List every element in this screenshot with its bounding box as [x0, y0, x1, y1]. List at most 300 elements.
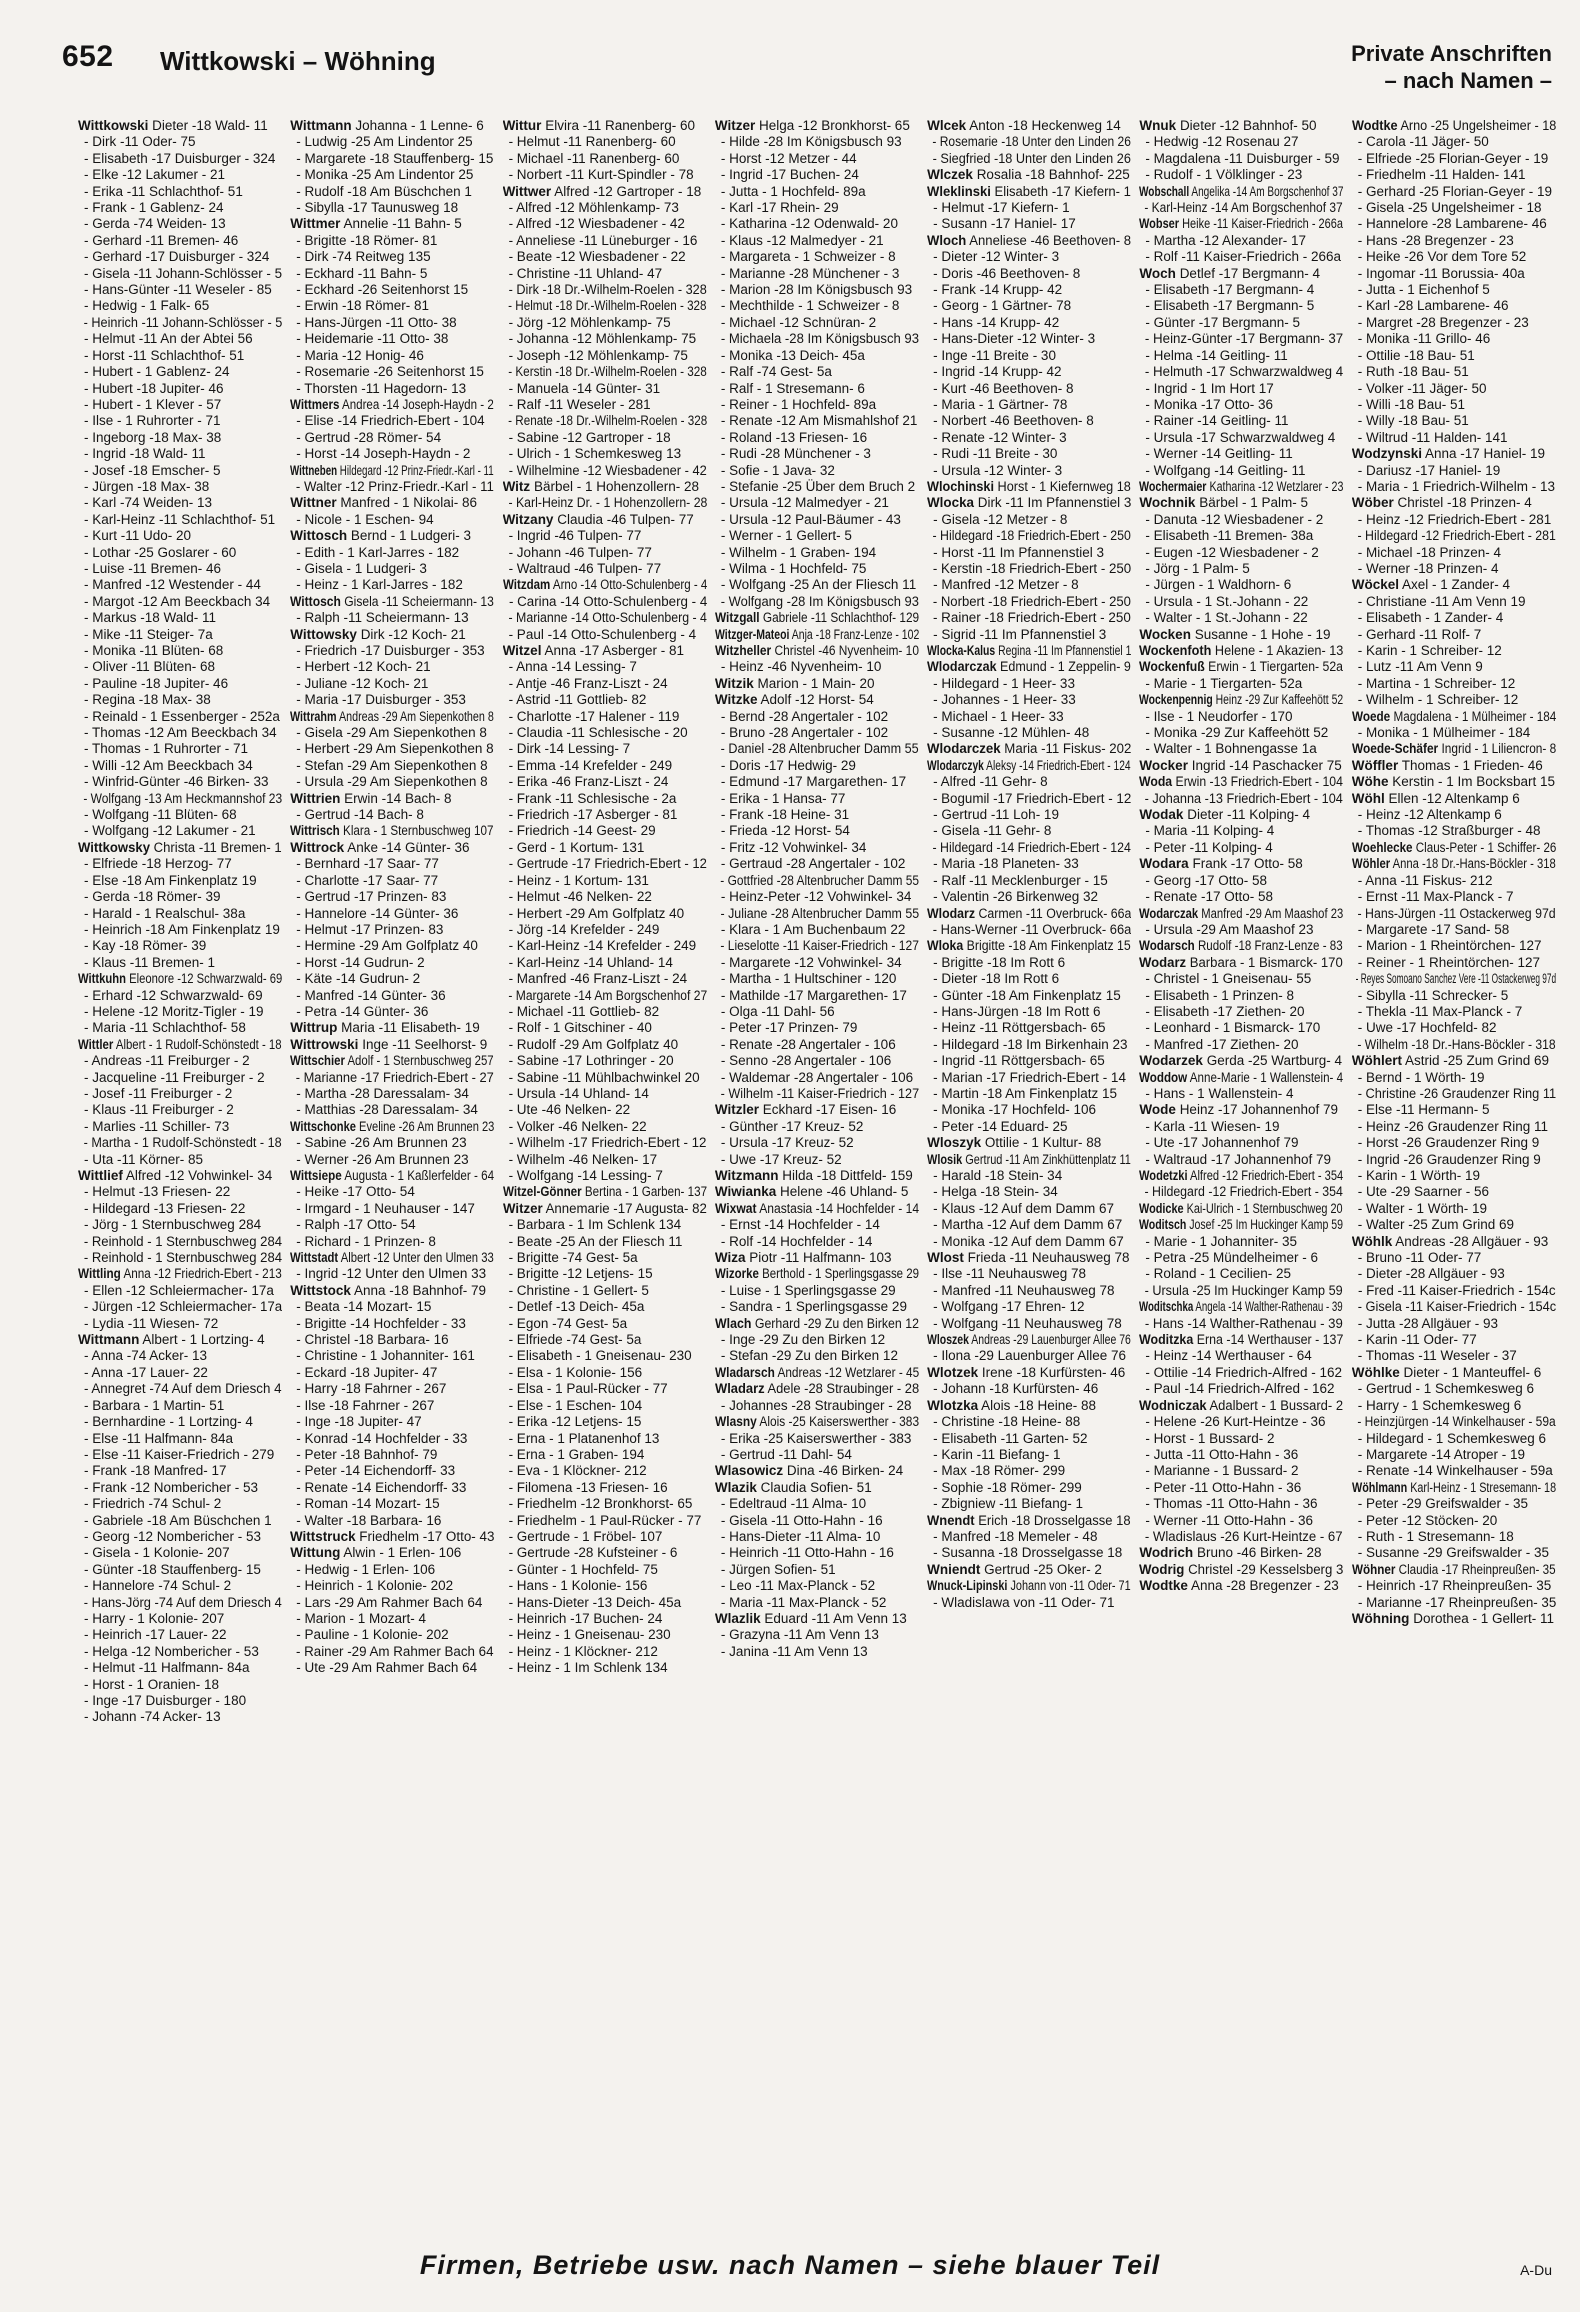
directory-entry: [503, 1348, 707, 1364]
entry-text: Annelie -11 Bahn- 5: [343, 216, 462, 232]
entry-text: - Pauline -18 Jupiter- 46: [84, 675, 229, 691]
entry-text: - Elisabeth -11 Garten- 52: [933, 1430, 1088, 1446]
entry-text: - Danuta -12 Wiesbadener - 2: [1145, 511, 1324, 527]
entry-text: - Walter -12 Prinz-Friedr.-Karl - 11: [296, 478, 495, 494]
entry-text: - Reyes Somoano Sanchez Vere -11 Ostackerweg 97d: [1355, 971, 1556, 987]
directory-entry: [78, 1709, 282, 1725]
directory-entry: [78, 265, 283, 282]
directory-entry: [78, 1053, 282, 1069]
entry-text: - Bernhard -17 Saar- 77: [296, 856, 439, 872]
entry-text: - Heinz - 1 Im Schlenk 134: [508, 1660, 668, 1676]
entry-text: - Peter -14 Eichendorff- 33: [296, 1463, 456, 1479]
entry-text: - Manfred -14 Günter- 36: [296, 987, 446, 1003]
surname: Wodarsch: [1139, 938, 1196, 954]
surname: Wloka: [927, 938, 964, 954]
entry-text: - Sibylla -17 Taunusweg 18: [296, 200, 459, 216]
entry-text: - Peter -11 Otto-Hahn - 36: [1145, 1479, 1302, 1495]
directory-entry: [715, 495, 919, 511]
directory-entry: [503, 1660, 707, 1676]
directory-entry: [927, 1332, 1131, 1348]
directory-entry: [503, 1431, 707, 1447]
entry-text: - Jürgen -12 Schleiermacher- 17a: [83, 1299, 283, 1315]
directory-entry: [1139, 1315, 1344, 1332]
surname: Wlodarczak: [927, 659, 997, 675]
directory-entry: [290, 348, 494, 364]
directory-entry: [78, 889, 282, 905]
entry-text: Claus-Peter - 1 Schiffer- 26: [1415, 839, 1556, 855]
entry-text: - Ute -29 Saarner - 56: [1357, 1184, 1490, 1200]
directory-entry: [1139, 364, 1344, 380]
directory-entry: [503, 545, 707, 561]
directory-entry: [1139, 298, 1343, 314]
directory-entry: [927, 1070, 1131, 1086]
directory-entry: [503, 971, 707, 987]
entry-text: - Stefan -29 Zu den Birken 12: [720, 1348, 898, 1364]
entry-text: - Helmut -17 Prinzen- 83: [296, 921, 444, 937]
entry-text: Maria -11 Fiskus- 202: [1004, 741, 1132, 757]
directory-entry: [1352, 1381, 1556, 1397]
directory-entry: [714, 1315, 919, 1332]
directory-entry: [78, 1316, 282, 1332]
entry-text: - Ursula -17 Kreuz- 52: [720, 1135, 854, 1151]
surname: Wlasny: [714, 1414, 757, 1430]
directory-entry: [715, 512, 919, 528]
surname: Wlosik: [927, 1151, 963, 1167]
entry-text: - Karin - 1 Schreiber- 12: [1357, 643, 1502, 658]
surname: Wöffler: [1351, 757, 1399, 773]
surname: Wittmann: [78, 1332, 140, 1348]
entry-text: Alwin - 1 Erlen- 106: [343, 1545, 462, 1561]
directory-entry: [290, 1611, 494, 1627]
entry-text: - Elke -12 Lakumer - 21: [84, 167, 226, 183]
entry-text: - Dirk -14 Lessing- 7: [508, 741, 631, 757]
directory-entry: [290, 233, 494, 249]
directory-entry: [290, 1348, 494, 1364]
entry-text: Anastasia -14 Hochfelder - 14: [759, 1200, 919, 1216]
entry-text: - Ellen -12 Schleiermacher- 17a: [84, 1282, 274, 1298]
directory-entry: [1139, 1513, 1343, 1529]
directory-entry: [78, 627, 282, 643]
entry-text: - Marianne -14 Otto-Schulenberg - 4: [508, 610, 707, 626]
entry-text: - Friedrich -14 Geest- 29: [508, 823, 656, 839]
directory-entry: [503, 1316, 707, 1332]
entry-text: - Peter -11 Kolping- 4: [1145, 839, 1273, 855]
entry-text: - Johanna -13 Friedrich-Ebert - 104: [1145, 790, 1344, 806]
directory-entry: [1139, 1480, 1343, 1496]
entry-text: - Bruno -11 Oder- 77: [1357, 1250, 1482, 1266]
entry-text: - Thomas -11 Weseler - 37: [1357, 1348, 1517, 1364]
entry-text: - Karl-Heinz -14 Uhland- 14: [508, 954, 673, 970]
directory-entry: [715, 1644, 919, 1660]
directory-entry: [290, 134, 494, 150]
directory-entry: [503, 381, 707, 397]
directory-entry: [714, 626, 920, 643]
entry-text: Ingrid -14 Paschacker 75: [1191, 757, 1342, 773]
directory-entry: [1139, 938, 1344, 954]
directory-entry: [927, 478, 1131, 495]
entry-text: - Michael -11 Gottlieb- 82: [508, 1003, 660, 1019]
directory-entry: [1139, 266, 1343, 282]
entry-text: - Maria -12 Honig- 46: [296, 347, 424, 363]
entry-text: - Heinrich -17 Buchen- 24: [508, 1610, 663, 1626]
directory-entry: [503, 1299, 707, 1315]
entry-text: - Oliver -11 Blüten- 68: [84, 659, 216, 675]
directory-entry: [927, 266, 1131, 282]
entry-text: Alois -18 Heine- 88: [981, 1397, 1096, 1413]
directory-entry: [927, 577, 1131, 593]
entry-text: - Renate -17 Otto- 58: [1145, 889, 1273, 905]
entry-text: - Anna -17 Lauer- 22: [84, 1364, 208, 1380]
entry-text: - Ralph -11 Scheiermann- 13: [296, 610, 469, 626]
directory-entry: [1139, 463, 1343, 479]
directory-entry: [715, 1020, 919, 1036]
directory-entry: [78, 1513, 282, 1529]
entry-text: - Heinz-Günter -17 Bergmann- 37: [1145, 331, 1344, 347]
entry-text: - Daniel -28 Altenbrucher Damm 55: [720, 741, 919, 757]
surname: Wittstruck: [290, 1528, 356, 1544]
directory-entry: [715, 1513, 919, 1529]
directory-entry: [290, 1086, 494, 1102]
entry-text: - Inge -18 Jupiter- 47: [296, 1414, 422, 1430]
entry-text: Berthold - 1 Sperlingsgasse 29: [761, 1266, 919, 1282]
entry-text: - Monika -29 Zur Kaffeehött 52: [1145, 725, 1329, 741]
entry-text: - Wilhelm - 1 Graben- 194: [720, 544, 877, 560]
surname: Wockenfuß: [1139, 659, 1206, 675]
surname: Wittrahm: [290, 708, 337, 724]
directory-entry: [78, 774, 282, 790]
directory-entry: [1139, 954, 1344, 971]
directory-entry: [290, 1217, 494, 1233]
entry-text: - Wilhelm - 1 Schreiber- 12: [1357, 692, 1519, 708]
directory-entry: [715, 1168, 919, 1184]
directory-entry: [1352, 1234, 1556, 1250]
entry-text: - Karl-Heinz -14 Am Borgschenhof 37: [1144, 200, 1344, 216]
directory-entry: [78, 463, 282, 479]
surname: Wochnik: [1139, 495, 1196, 511]
directory-entry: [1139, 1348, 1343, 1364]
directory-entry: [290, 1053, 494, 1069]
entry-text: - Gerda -74 Weiden- 13: [84, 216, 226, 232]
entry-text: - Janina -11 Am Venn 13: [720, 1643, 868, 1659]
surname: Wöckel: [1351, 577, 1399, 593]
directory-entry: [1139, 430, 1343, 446]
directory-entry: [503, 462, 707, 479]
entry-text: Manfred -29 Am Maashof 23: [1201, 905, 1344, 921]
directory-entry: [927, 709, 1131, 725]
directory-entry: [503, 1529, 707, 1545]
entry-text: - Anna -74 Acker- 13: [84, 1348, 208, 1364]
entry-text: Johann von -11 Oder- 71: [1010, 1578, 1131, 1594]
directory-entry: [503, 1611, 707, 1627]
directory-entry: [1139, 807, 1343, 823]
surname: Wöhlmann: [1351, 1479, 1407, 1495]
directory-entry: [1139, 315, 1343, 331]
entry-text: Kerstin - 1 Im Bocksbart 15: [1392, 774, 1556, 790]
entry-text: - Hans -14 Walther-Rathenau - 39: [1145, 1315, 1344, 1331]
directory-entry: [1352, 1365, 1556, 1381]
entry-text: - Helmut -11 An der Abtei 56: [84, 331, 253, 347]
entry-text: - Friedrich -17 Asberger - 81: [508, 807, 678, 823]
directory-entry: [290, 758, 494, 774]
directory-entry: [715, 397, 919, 413]
directory-entry: [290, 692, 494, 708]
directory-entry: [715, 216, 919, 232]
surname: Wittrup: [290, 1020, 338, 1036]
entry-text: - Susanna -18 Drosselgasse 18: [933, 1545, 1123, 1561]
entry-text: Adolf - 1 Sternbuschweg 257: [347, 1053, 494, 1069]
directory-entry: [290, 118, 494, 134]
entry-text: - Ute -29 Am Rahmer Bach 64: [296, 1660, 478, 1676]
surname: Witz: [502, 478, 531, 494]
directory-entry: [927, 1398, 1131, 1414]
entry-text: - Roland - 1 Cecilien- 25: [1145, 1266, 1291, 1282]
entry-text: - Heinz - 1 Klöckner- 212: [508, 1643, 658, 1659]
directory-entry: [714, 1364, 920, 1381]
entry-text: Erich -18 Drosselgasse 18: [978, 1512, 1131, 1528]
entry-text: Augusta - 1 Kaßlerfelder - 64: [344, 1168, 495, 1183]
entry-text: - Hildegard -18 Im Birkenhain 23: [933, 1036, 1128, 1052]
directory-entry: [290, 1004, 494, 1020]
directory-entry: [1351, 741, 1556, 757]
entry-text: - Gerda -18 Römer- 39: [84, 889, 221, 905]
directory-entry: [290, 1037, 494, 1053]
entry-text: - Juliane -12 Koch- 21: [296, 675, 429, 691]
entry-text: - Gertrud -28 Römer- 54: [296, 429, 442, 445]
entry-text: - Manuela -14 Günter- 31: [508, 380, 661, 396]
directory-entry: [927, 988, 1131, 1004]
entry-text: - Christine - 1 Gellert- 5: [508, 1282, 649, 1298]
entry-text: - Hermine -29 Am Golfplatz 40: [296, 938, 478, 954]
entry-text: - Hans-Günter -11 Weseler - 85: [84, 282, 272, 298]
entry-text: Heinz -17 Johannenhof 79: [1179, 1102, 1339, 1118]
entry-text: - Peter -14 Eduard- 25: [933, 1118, 1068, 1134]
directory-entry: [715, 938, 919, 954]
entry-text: - Wilhelm -18 Dr.-Hans-Böckler - 318: [1357, 1036, 1556, 1052]
entry-text: Regina -11 Im Pfannenstiel 1: [998, 643, 1132, 658]
surname: Wöhlk: [1351, 1233, 1393, 1249]
surname: Woditsch: [1139, 1217, 1187, 1233]
directory-entry: [78, 331, 282, 347]
entry-text: - Maria - 1 Friedrich-Wilhelm - 13: [1357, 478, 1555, 494]
entry-text: Claudia -46 Tulpen- 77: [557, 511, 694, 527]
directory-entry: [78, 1004, 282, 1020]
entry-text: - Paul -14 Otto-Schulenberg - 4: [508, 626, 697, 642]
directory-entry: [78, 216, 282, 232]
entry-text: - Ingeborg -18 Max- 38: [84, 429, 222, 445]
directory-entry: [927, 971, 1131, 987]
directory-entry: [78, 1414, 282, 1430]
directory-entry: [1139, 381, 1343, 397]
entry-text: Brigitte -18 Am Finkenplatz 15: [966, 938, 1131, 954]
entry-text: - Wiltrud -11 Halden- 141: [1357, 429, 1508, 445]
directory-entry: [714, 1381, 920, 1397]
directory-entry: [1352, 807, 1556, 823]
entry-text: - Jutta - 1 Eichenhof 5: [1357, 282, 1490, 298]
entry-text: - Else -11 Hermann- 5: [1357, 1102, 1490, 1118]
directory-entry: [503, 479, 707, 495]
directory-entry: [1351, 839, 1556, 856]
entry-text: - Bruno -28 Angertaler - 102: [720, 725, 889, 741]
entry-text: - Ursula -14 Uhland- 14: [508, 1085, 649, 1101]
entry-text: - Harald -18 Stein- 34: [933, 1168, 1063, 1183]
surname: Wittschonke: [290, 1118, 357, 1134]
entry-text: - Marion -28 Im Königsbusch 93: [720, 282, 913, 298]
surname: Woda: [1139, 774, 1173, 790]
directory-entry: [290, 1283, 494, 1299]
directory-entry: [78, 922, 282, 938]
surname: Wodtke: [1351, 118, 1398, 133]
entry-text: - Wolfgang -11 Blüten- 68: [84, 807, 237, 823]
entry-text: - Erika -25 Kaiserswerther - 383: [720, 1430, 912, 1446]
entry-text: - Gertrude - 1 Fröbel- 107: [508, 1528, 663, 1544]
directory-entry: [503, 331, 707, 347]
entry-text: - Beate -12 Wiesbadener - 22: [508, 249, 686, 265]
entry-text: - Horst - 1 Bussard- 2: [1145, 1430, 1275, 1446]
entry-text: - Ralph -17 Otto- 54: [296, 1217, 416, 1233]
directory-entry: [1351, 1561, 1556, 1578]
entry-text: - Reinhold - 1 Sternbuschweg 284: [83, 1250, 283, 1266]
directory-entry: [290, 627, 494, 643]
entry-text: - Friedhelm -12 Bronkhorst- 65: [508, 1496, 693, 1512]
directory-entry: [1352, 200, 1556, 216]
entry-text: - Senno -28 Angertaler - 106: [720, 1053, 892, 1069]
directory-entry: [290, 381, 494, 397]
entry-text: - Hans -14 Krupp- 42: [933, 314, 1060, 330]
entry-text: - Christiane -11 Am Venn 19: [1357, 593, 1526, 609]
entry-text: - Helmut -17 Kiefern- 1: [933, 200, 1070, 216]
entry-text: - Gisela -11 Johann-Schlösser - 5: [83, 265, 283, 281]
directory-entry: [1139, 790, 1344, 807]
surname: Wleklinski: [927, 183, 991, 199]
directory-entry: [78, 676, 282, 692]
entry-text: - Heinz -12 Friedrich-Ebert - 281: [1357, 511, 1552, 527]
directory-entry: [715, 1250, 919, 1266]
directory-entry: [715, 1053, 919, 1069]
entry-text: - Inge -29 Zu den Birken 12: [720, 1332, 886, 1348]
directory-entry: [78, 118, 282, 134]
directory-entry: [502, 1184, 707, 1200]
directory-columns: [78, 118, 1556, 2188]
entry-text: - Harry - 1 Schemkesweg 6: [1357, 1397, 1522, 1413]
entry-text: - Karla -11 Wiesen- 19: [1145, 1118, 1280, 1134]
directory-entry: [1139, 627, 1343, 643]
directory-entry: [1351, 1479, 1556, 1496]
surname: Wode: [1139, 1102, 1176, 1118]
entry-text: Heinz -29 Zur Kaffeehött 52: [1216, 692, 1344, 708]
directory-entry: [503, 348, 707, 364]
entry-text: - Rolf - 1 Gitschiner - 40: [508, 1020, 652, 1036]
entry-text: - Lars -29 Am Rahmer Bach 64: [296, 1594, 483, 1610]
directory-entry: [503, 1513, 707, 1529]
surname: Woede-Schäfer: [1351, 741, 1438, 757]
directory-entry: [1139, 1053, 1343, 1069]
surname: Wloszyk: [927, 1135, 982, 1151]
entry-text: - Hans-Jürgen -11 Otto- 38: [296, 314, 457, 330]
entry-text: - Gertrude -17 Friedrich-Ebert - 12: [508, 856, 707, 872]
directory-entry: [1139, 1266, 1343, 1282]
directory-entry: [715, 184, 919, 200]
entry-text: - Uta -11 Körner- 85: [84, 1151, 204, 1167]
entry-text: - Barbara - 1 Martin- 51: [84, 1397, 225, 1413]
surname: Witzger-Mateoi: [714, 626, 790, 642]
entry-text: - Frank -18 Heine- 31: [720, 807, 850, 823]
directory-entry: [503, 594, 705, 610]
directory-entry: [1352, 938, 1556, 954]
entry-text: - Margarete -14 Am Borgschenhof 27: [507, 987, 707, 1003]
entry-text: - Alfred -12 Möhlenkamp- 73: [508, 200, 679, 216]
surname: Witzer: [714, 118, 756, 133]
directory-entry: [927, 1463, 1131, 1479]
directory-entry: [78, 955, 282, 971]
directory-entry: [715, 1234, 919, 1250]
directory-entry: [290, 315, 494, 331]
directory-entry: [78, 1266, 282, 1282]
directory-entry: [715, 1085, 919, 1102]
directory-entry: [1352, 1463, 1556, 1479]
directory-entry: [290, 249, 494, 265]
entry-text: - Ilse -11 Neuhausweg 78: [933, 1266, 1086, 1282]
entry-text: - Antje -46 Franz-Liszt - 24: [508, 675, 668, 691]
entry-text: - Thomas -11 Otto-Hahn - 36: [1145, 1496, 1318, 1512]
directory-entry: [715, 233, 919, 249]
directory-entry: [1352, 971, 1556, 987]
entry-text: - Edeltraud -11 Alma- 10: [720, 1496, 867, 1512]
directory-entry: [715, 872, 919, 889]
directory-entry: [715, 1595, 919, 1611]
directory-entry: [78, 906, 282, 922]
surname: Wnuck-Lipinski: [927, 1578, 1008, 1594]
directory-entry: [503, 315, 707, 331]
directory-entry: [1139, 725, 1343, 741]
directory-entry: [927, 1578, 1131, 1594]
entry-text: Josef -25 Im Huckinger Kamp 59: [1189, 1217, 1344, 1233]
directory-entry: [290, 708, 495, 725]
entry-text: - Marianne - 1 Bussard- 2: [1145, 1463, 1299, 1479]
entry-text: Katharina -12 Wetzlarer - 23: [1209, 478, 1344, 494]
surname: Wlodarz: [927, 905, 976, 921]
directory-entry: [503, 1365, 707, 1381]
directory-entry: [1352, 905, 1556, 922]
entry-text: Adele -28 Straubinger - 28: [767, 1381, 920, 1397]
entry-text: - Else -11 Kaiser-Friedrich - 279: [84, 1446, 275, 1462]
entry-text: - Regina -18 Max- 38: [84, 692, 211, 708]
entry-text: - Volker -46 Nelken- 22: [508, 1118, 647, 1134]
directory-entry: [1352, 1332, 1556, 1348]
entry-text: - Sabine -11 Mühlbachwinkel 20: [508, 1069, 700, 1085]
directory-entry: [503, 528, 707, 544]
entry-text: - Maria -11 Schlachthof- 58: [84, 1020, 246, 1036]
entry-text: Christa -11 Bremen- 1: [153, 839, 282, 855]
directory-entry: [290, 266, 494, 282]
entry-text: - Erika -12 Letjens- 15: [508, 1414, 642, 1430]
directory-entry: [927, 1414, 1131, 1430]
entry-text: - Wilma - 1 Hochfeld- 75: [720, 560, 867, 576]
directory-entry: [78, 1152, 282, 1168]
directory-entry: [1352, 1201, 1556, 1217]
directory-entry: [927, 249, 1131, 265]
directory-entry: [1139, 610, 1343, 626]
directory-entry: [1139, 1431, 1343, 1447]
directory-entry: [290, 774, 494, 790]
entry-text: - Ruth -18 Bau- 51: [1357, 364, 1469, 380]
surname: Witzel: [502, 643, 542, 658]
entry-text: - Irmgard - 1 Neuhauser - 147: [296, 1200, 475, 1216]
directory-entry: [1352, 659, 1556, 675]
directory-entry: [715, 298, 919, 314]
directory-entry: [1139, 348, 1343, 364]
entry-text: Ingrid - 1 Liliencron- 8: [1441, 741, 1556, 757]
directory-entry: [78, 1102, 282, 1118]
